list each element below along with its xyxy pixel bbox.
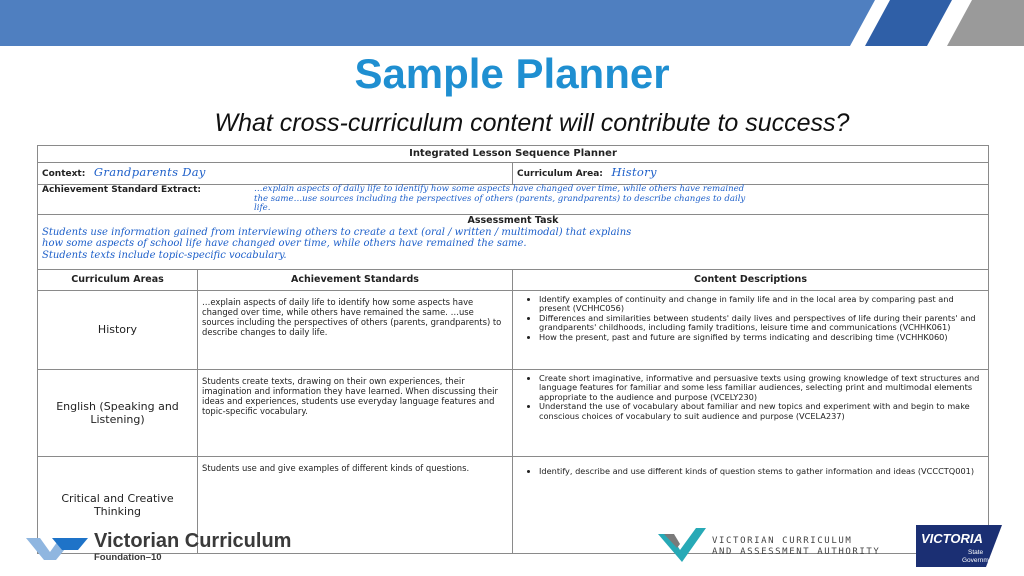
list-item: • Create short imaginative, informative and persuasive texts using growing knowledge of text structures and language features for familiar and some less familiar audiences, selecting print and multimodal elements appropriate to the audience and purpose (VCELY230) bbox=[539, 374, 984, 403]
vcaa-logo bbox=[658, 526, 898, 566]
victoria-government-logo bbox=[916, 523, 1006, 569]
curriculum-area: Critical and Creative Thinking bbox=[38, 456, 198, 553]
assessment-task-label: Assessment Task bbox=[467, 214, 559, 226]
planner-title-row bbox=[38, 146, 989, 163]
assessment-task-row bbox=[38, 214, 989, 269]
list-item: • Identify examples of continuity and change in family life and in the local area by comparing past and present (VCHHC056) bbox=[539, 295, 984, 314]
achievement-extract-text bbox=[254, 185, 745, 214]
curriculum-area: History bbox=[38, 290, 198, 369]
vic-sub-government: Government bbox=[962, 557, 998, 564]
assessment-task-line: Students use information gained from interviewing others to create a text (oral / written / multimodal) that explains bbox=[42, 226, 632, 238]
achievement-extract-line: the same…use sources including the perspectives of others (parents, grandparents) to describe changes to daily bbox=[254, 193, 746, 204]
achievement-extract-label: Achievement Standard Extract: bbox=[42, 185, 201, 195]
achievement-extract-row bbox=[38, 185, 989, 215]
victorian-curriculum-logo bbox=[26, 528, 356, 568]
vcaa-line: AND ASSESSMENT AUTHORITY bbox=[712, 547, 881, 557]
achievement-standard: …explain aspects of daily life to identify how some aspects have changed over time, while others have remained the same. …use sources including the perspectives of others (parents, grandparents) to describe changes to daily life. bbox=[198, 290, 513, 369]
vc-sub: Foundation–10 bbox=[94, 552, 162, 563]
achievement-standard: Students create texts, drawing on their own experiences, their imagination and information they have learned. When discussing their ideas and experiences, students use everyday language features and topic-specific vocabulary. bbox=[198, 369, 513, 456]
vc-name: Victorian Curriculum bbox=[94, 530, 292, 552]
curriculum-area: English (Speaking and Listening) bbox=[38, 369, 198, 456]
context-row bbox=[38, 163, 989, 185]
assessment-task-text bbox=[42, 227, 984, 262]
column-header-row bbox=[38, 269, 989, 290]
list-item: • Understand the use of vocabulary about familiar and new topics and experiment with and begin to make conscious choices of vocabulary to suit audience and purpose (VCELA237) bbox=[539, 402, 984, 421]
slide-title: Sample Planner bbox=[354, 50, 670, 97]
lesson-planner-table bbox=[37, 145, 989, 554]
top-banner bbox=[0, 0, 1024, 46]
achievement-extract-line: life. bbox=[254, 203, 271, 213]
table-row-english bbox=[38, 369, 989, 456]
curriculum-area-cell bbox=[513, 163, 989, 185]
column-header-curriculum-areas: Curriculum Areas bbox=[38, 269, 198, 290]
vcaa-text bbox=[712, 536, 880, 558]
curriculum-area-value: History bbox=[611, 165, 657, 179]
assessment-task-line: Students texts include topic-specific vocabulary. bbox=[42, 249, 287, 261]
assessment-task-cell bbox=[38, 214, 989, 269]
column-header-achievement-standards: Achievement Standards bbox=[198, 269, 513, 290]
achievement-extract-cell bbox=[38, 185, 989, 215]
context-value: Grandparents Day bbox=[93, 165, 206, 179]
list-item: • Identify, describe and use different kinds of question stems to gather information and ideas (VCCCTQ001) bbox=[539, 467, 984, 477]
vic-word: VICTORIA bbox=[921, 531, 983, 546]
achievement-extract-line: …explain aspects of daily life to identify how some aspects have changed over time, while others have remained bbox=[254, 184, 745, 194]
vc-chevron-icon bbox=[26, 532, 88, 562]
vcaa-check-icon bbox=[658, 528, 706, 562]
planner-title: Integrated Lesson Sequence Planner bbox=[38, 146, 989, 163]
list-item: • Differences and similarities between students' daily lives and perspectives of life during their parents' and grandparents' childhoods, including family traditions, leisure time and communications (VCHHK061) bbox=[539, 314, 984, 333]
context-label: Context: bbox=[42, 169, 86, 179]
content-descriptions bbox=[513, 290, 989, 369]
achievement-standard: Students use and give examples of different kinds of questions. bbox=[198, 456, 513, 553]
assessment-task-line: how some aspects of school life have changed over time, while others have remained the same. bbox=[42, 238, 527, 249]
context-cell bbox=[38, 163, 513, 185]
list-item: • How the present, past and future are signified by terms indicating and describing time (VCHHK060) bbox=[539, 333, 984, 343]
content-descriptions bbox=[513, 369, 989, 456]
table-row-history bbox=[38, 290, 989, 369]
slide-subtitle: What cross-curriculum content will contribute to success? bbox=[214, 109, 850, 137]
column-header-content-descriptions: Content Descriptions bbox=[513, 269, 989, 290]
vic-sub-state: State bbox=[968, 549, 984, 556]
vcaa-line: VICTORIAN CURRICULUM bbox=[712, 536, 853, 546]
curriculum-area-label: Curriculum Area: bbox=[517, 169, 603, 179]
